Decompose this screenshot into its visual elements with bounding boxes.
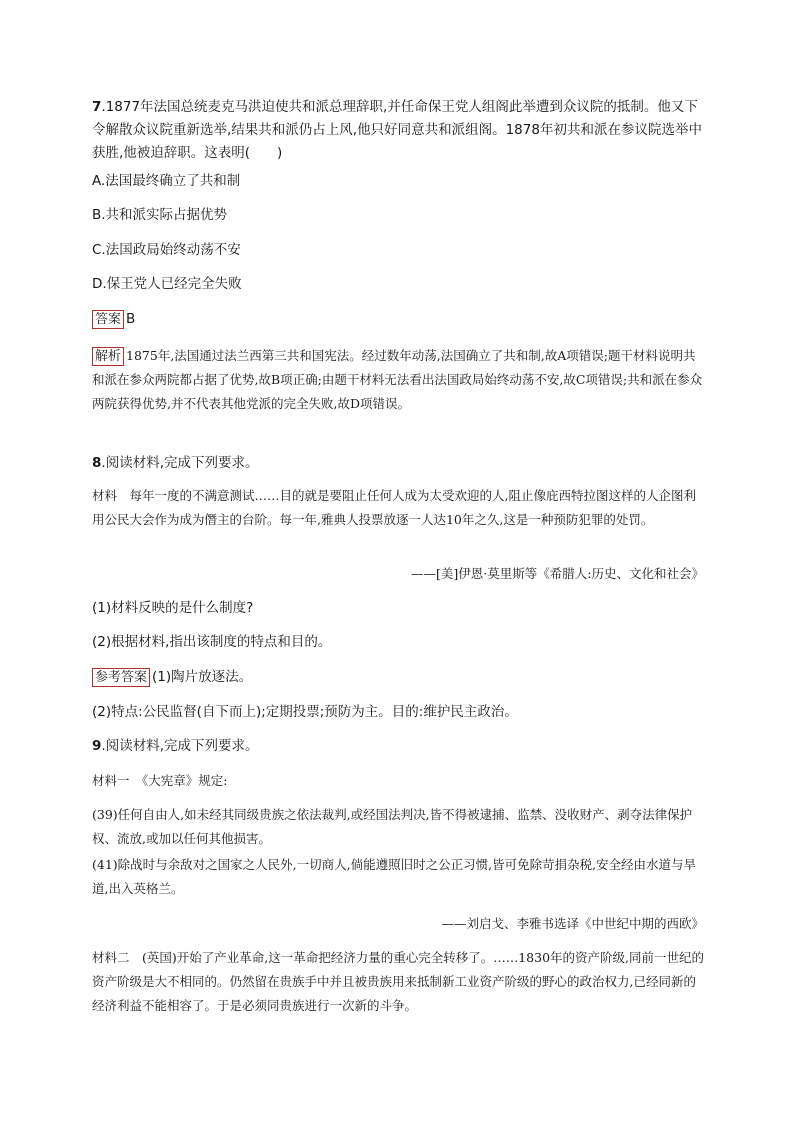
- q8-answer-1-text: (1)陶片放逐法。: [152, 669, 253, 685]
- q7-analysis-text: 1875年,法国通过法兰西第三共和国宪法。经过数年动荡,法国确立了共和制,故A项错误;题干材料说明共和派在参众两院都占据了优势,故B项正确;由题干材料无法看出法国政局始终动荡不安,故C项错误;共和派在参众两院获得优势,并不代表其他党派的完全失败,故D项错误。: [92, 348, 703, 411]
- q7-option-c: C.法国政局始终动荡不安: [92, 242, 241, 258]
- q8-answer-2: (2)特点:公民监督(自下而上);定期投票;预防为主。目的:维护民主政治。: [92, 704, 518, 720]
- analysis-tag: 解析: [92, 347, 124, 366]
- q8-material: 材料 每年一度的不满意测试……目的就是要阻止任何人成为太受欢迎的人,阻止像庇西特拉图这样的人企图利用公民大会作为成为僭主的台阶。每一年,雅典人投票放逐一人达10年之久,这是一种预防犯罪的处罚。: [92, 488, 696, 527]
- q7-stem-text: .1877年法国总统麦克马洪迫使共和派总理辞职,并任命保王党人组阁此举遭到众议院的抵制。他又下令解散众议院重新选举,结果共和派仍占上风,他只好同意共和派组阁。1878年初共和派在参议院选举中获胜,他被迫辞职。这表明( ): [92, 99, 702, 161]
- q7-option-d: D.保王党人已经完全失败: [92, 276, 242, 292]
- q8-stem: [92, 452, 704, 475]
- q7-stem: [92, 96, 704, 165]
- q7-option-b: B.共和派实际占据优势: [92, 207, 228, 223]
- q9-material1-title: 材料一 《大宪章》规定:: [92, 773, 228, 788]
- q9-stem-text: .阅读材料,完成下列要求。: [101, 738, 259, 754]
- q8-question-1: (1)材料反映的是什么制度?: [92, 600, 254, 616]
- q8-stem-text: .阅读材料,完成下列要求。: [101, 455, 259, 471]
- q8-question-2: (2)根据材料,指出该制度的特点和目的。: [92, 634, 332, 650]
- q7-answer-value: B: [126, 311, 136, 327]
- q7-option-a: A.法国最终确立了共和制: [92, 173, 241, 189]
- q9-clause-41: (41)除战时与余敌对之国家之人民外,一切商人,倘能遵照旧时之公正习惯,皆可免除苛捐杂税,安全经由水道与旱道,出入英格兰。: [92, 857, 697, 896]
- q8-source: ——[美]伊恩·莫里斯等《希腊人:历史、文化和社会》: [411, 566, 704, 581]
- q8-number: 8: [92, 455, 102, 471]
- q7-number: 7: [92, 99, 102, 115]
- q9-source-1: ——刘启戈、李雅书选译《中世纪中期的西欧》: [441, 916, 704, 931]
- answer-tag: 答案: [92, 310, 124, 329]
- q9-material2: 材料二 (英国)开始了产业革命,这一革命把经济力量的重心完全转移了。……1830年的资产阶级,同前一世纪的资产阶级是大不相同的。仍然留在贵族手中并且被贵族用来抵制新工业资产阶级的野心的政治权力,已经同新的经济利益不能相容了。于是必须同贵族进行一次新的斗争。: [92, 950, 705, 1013]
- q7-answer: [92, 308, 704, 331]
- q9-stem: [92, 735, 704, 758]
- reference-answer-tag: 参考答案: [92, 668, 150, 687]
- q7-analysis: [92, 344, 704, 416]
- q9-number: 9: [92, 738, 102, 754]
- q8-answer-1: [92, 666, 704, 689]
- q9-clause-39: (39)任何自由人,如未经其同级贵族之依法裁判,或经国法判决,皆不得被逮捕、监禁、没收财产、剥夺法律保护权、流放,或加以任何其他损害。: [92, 807, 693, 846]
